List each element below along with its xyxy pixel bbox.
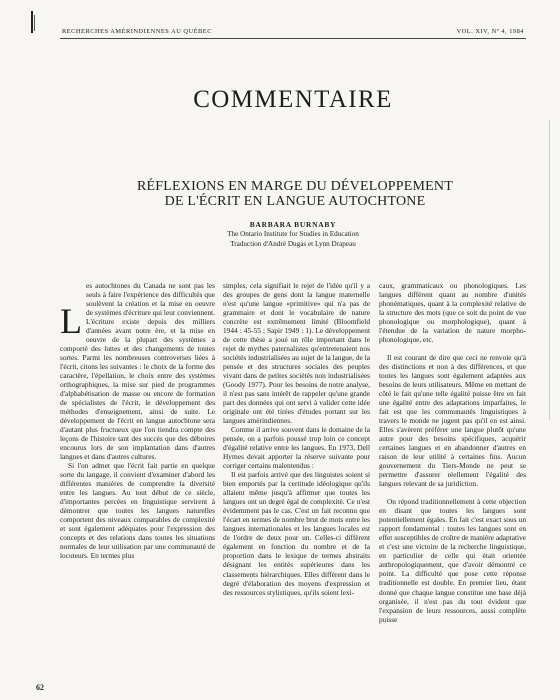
journal-name: RECHERCHES AMÉRINDIENNES AU QUÉBEC <box>62 28 212 35</box>
article-title-line: DE L'ÉCRIT EN LANGUE AUTOCHTONE <box>164 194 426 209</box>
text-column-1 <box>60 281 215 560</box>
author-affiliation <box>62 230 524 249</box>
text-column-3 <box>379 281 526 624</box>
scan-edge-shadow <box>549 120 550 420</box>
volume-info: VOL. XIV, Nº 4, 1984 <box>456 28 524 35</box>
article-title <box>80 179 510 209</box>
paragraph: simples, cela signifiait le rejet de l'idée qu'il y a des groupes de gens dont la langue maternelle n'est qu'une langue «primitive» qui n'a pas de grammaire et dont le vocabulaire de nature concrète est extrêmement limité (Bloomfield 1944 : 45-55 ; Sapir 1949 : 1). Le développement de cette thèse a joué un rôle important dans le rejet de mythes paternalistes qu'entretenaient nos sociétés industrialisées au sujet de la langue, de la pensée et des structures sociales des peuples vivant dans de petites sociétés non industrialisées (Goody 1977). Pour les besoins de notre analyse, il n'est pas sans intérêt de rappeler qu'une grande part des données qui ont servi à valider cette idée originale ont été tirées d'études portant sur les langues amérindiennes. <box>223 281 370 426</box>
author-name: BARBARA BURNABY <box>249 220 337 229</box>
text-column-2 <box>223 281 370 597</box>
block-quote: caux, grammaticaux ou phonologiques. Les langues diffèrent quant au nombre d'unités phonématiques, quant à la complexité relative de la structure des mots (que ce soit du point de vue phonologique ou morphologique), quant à l'étendue de la variation de nature morpho-phonologique, etc. <box>379 281 526 345</box>
paragraph: On répond traditionnellement à cette objection en disant que toutes les langues sont potentiellement égales. En fait c'est exact sous un rapport fondamental : toutes les langues sont en effet susceptibles de croître de manière adaptative et c'est une victoire de la recherche linguistique, en particulier de celle qui était orientée anthropologiquement, que d'avoir démontré ce point. La difficulté que pose cette réponse traditionnelle est double. En premier lieu, étant donné que chaque langue constitue une base déjà organisée, il n'est pas du tout évident que l'expansion de leurs ressources, aussi complète puisse <box>379 497 526 624</box>
article-title-line: RÉFLEXIONS EN MARGE DU DÉVELOPPEMENT <box>137 179 453 194</box>
header-rule <box>60 38 526 39</box>
section-title: COMMENTAIRE <box>193 86 393 113</box>
block-quote: Il est courant de dire que ceci ne renvoie qu'à des distinctions et non à des différences, et que toutes les langues sont également adaptées aux besoins de leurs utilisateurs. Même en mettant de côté le fait qu'une telle égalité puisse être en fait une égalité entre des adaptations imparfaites, le fait est que les communautés linguistiques à travers le monde ne jugent pas qu'il en est ainsi. Elles s'avèrent préférer une langue plutôt qu'une autre pour des besoins spécifiques, acquérir certaines langues et en abandonner d'autres en raison de leur utilité à certaines fins. Aucun gouvernement du Tiers-Monde ne peut se permettre d'assurer réellement l'égalité des langues relevant de sa juridiction. <box>379 353 526 489</box>
scan-edge-mark <box>34 15 35 31</box>
drop-cap: L <box>60 301 82 341</box>
translation-credit: Traduction d'André Dugas et Lynn Drapeau <box>230 239 356 248</box>
paragraph: es autochtones du Canada ne sont pas les seuls à faire l'expérience des difficultés que soulèvent la création et la mise en oeuvre de systèmes d'écriture qui leur conviennent. L'écriture existe depuis des milliers d'années avant notre ère, et la mise en oeuvre de la plupart des systèmes a comporté des luttes et des changements de toutes sortes. Parmi les nombreuses controverses liées à l'écrit, citons les suivantes : le choix de la forme des caractère, l'épellation, le choix entre des systèmes orthographiques, la mise sur pied de programmes d'alphabétisation de masse ou encore de formation de spécialistes de l'écrit, le développement des méthodes d'enseignement, ainsi de suite. Le développement de l'écrit en langue autochtone sera d'autant plus fructueux que l'on tiendra compte des leçons de l'histoire tant des succès que des déboires encourus lors de son implantation dans d'autres langues et dans d'autres cultures. <box>60 281 215 462</box>
scan-edge-mark <box>31 11 33 33</box>
page-number: 62 <box>36 683 44 692</box>
block-quote: Il est parfois arrivé que des linguistes soient si bien emportés par la certitude idéologique qu'ils allaient même jusqu'à affirmer que toutes les langues ont un degré égal de complexité. Ce n'est évidemment pas le cas. C'est un fait reconnu que l'écart en termes de nombre brut de mots entre les langues internationales et les langues locales est de l'ordre de deux pour un. Celles-ci diffèrent également en fonction du nombre et de la proportion dans le lexique de termes abstraits désignant les entités supérieures dans les classements hiérarchiques. Elles diffèrent dans le degré d'élaboration des moyens d'expression et des ressources stylistiques, qu'ils soient lexi- <box>223 470 370 597</box>
paragraph: Comme il arrive souvent dans le domaine de la pensée, on a parfois poussé trop loin ce concept d'égalité relative entre les langues. En 1973, Dell Hymes devait apporter la réserve suivante pour corriger certains malentendus : <box>223 425 370 471</box>
running-header <box>62 28 524 35</box>
paragraph: Si l'on admet que l'écrit fait partie en quelque sorte du langage, il convient d'examiner d'abord les différentes manières de comprendre la diversité entre les langues. Au tout début de ce siècle, d'importantes percées en linguistique servirent à démontrer que toutes les langues naturelles comportent des niveaux comparables de complexité et sont également adéquates pour l'expression des concepts et des relations dans toutes les situations normales de leur utilisation par une communauté de locuteurs. En termes plus <box>60 461 215 561</box>
affiliation-line: The Ontario Institute for Studies in Education <box>227 230 359 238</box>
